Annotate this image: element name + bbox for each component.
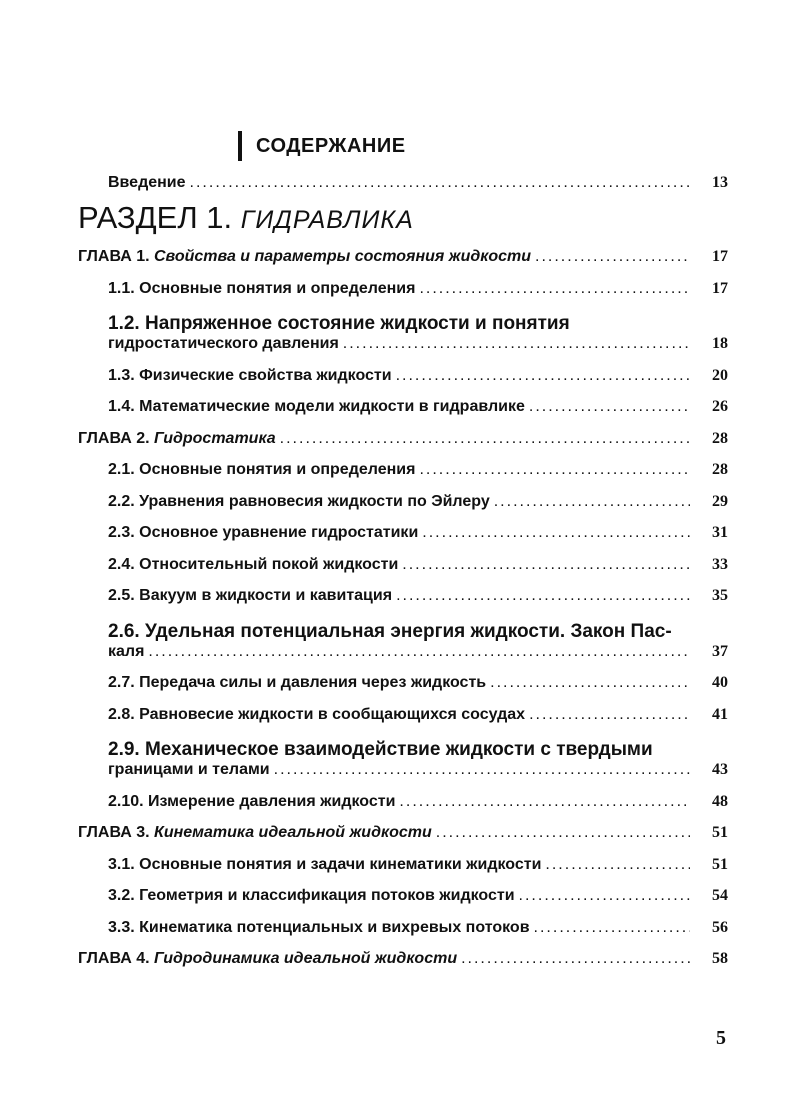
toc-page-number: 29: [712, 492, 728, 510]
toc-leader-dots: [545, 856, 690, 874]
toc-item[interactable]: [108, 367, 728, 391]
toc-item[interactable]: [108, 674, 728, 698]
toc-item-title: 1.4. Математические модели жидкости в гидравлике: [108, 398, 525, 415]
toc-leader-dots: [461, 950, 690, 968]
toc-intro-label: Введение: [108, 174, 186, 191]
toc-chapter[interactable]: [78, 248, 728, 272]
toc-chapter-prefix: ГЛАВА 2.: [78, 429, 154, 447]
toc-item-title: границами и телами: [108, 761, 270, 778]
toc-item[interactable]: [108, 493, 728, 517]
toc-page-number: 35: [712, 587, 728, 604]
toc-page-number: 33: [712, 555, 728, 573]
toc-chapter[interactable]: [78, 950, 728, 974]
section-name: ГИДРАВЛИКА: [240, 206, 414, 234]
toc-leader-dots: [396, 367, 690, 385]
toc-chapter-title: Гидродинамика идеальной жидкости: [154, 950, 458, 967]
toc-leader-dots: [519, 887, 690, 905]
toc-page-number: 26: [712, 398, 728, 415]
toc-item[interactable]: [108, 706, 728, 730]
toc-page-number: 20: [712, 366, 728, 384]
toc-intro-page: 13: [712, 174, 728, 191]
toc-leader-dots: [148, 643, 690, 661]
toc-leader-dots: [436, 824, 690, 842]
toc-page-number: 18: [712, 335, 728, 352]
toc-item-title: 2.10. Измерение давления жидкости: [108, 792, 396, 810]
toc-item[interactable]: [108, 793, 728, 817]
toc-item-title: 1.3. Физические свойства жидкости: [108, 366, 392, 384]
toc-item-title: 2.7. Передача силы и давления через жидкость: [108, 674, 487, 691]
toc-page-number: 28: [712, 429, 728, 447]
toc-page-number: 48: [712, 792, 728, 810]
toc-item-title: 1.1. Основные понятия и определения: [108, 279, 416, 297]
toc-leader-dots: [529, 398, 690, 416]
toc-chapter-text: [78, 950, 457, 968]
toc-leader-dots: [274, 761, 690, 779]
toc-item-title: 3.3. Кинематика потенциальных и вихревых потоков: [108, 918, 530, 936]
toc-item[interactable]: [108, 461, 728, 485]
section-heading: [78, 200, 414, 236]
toc-item[interactable]: [108, 761, 728, 785]
toc-item[interactable]: [108, 398, 728, 422]
toc-leader-dots: [535, 248, 690, 266]
toc-item[interactable]: [108, 556, 728, 580]
toc-page-number: 28: [712, 461, 728, 478]
toc-page-number: 37: [712, 642, 728, 660]
toc-leader-dots: [419, 280, 690, 298]
toc-chapter-text: [78, 824, 432, 842]
toc-leader-dots: [396, 587, 690, 605]
toc-chapter[interactable]: [78, 824, 728, 848]
toc-item-line1: 2.9. Механическое взаимодействие жидкости с твердыми: [108, 739, 653, 760]
toc-leader-dots: [419, 461, 690, 479]
toc-chapter[interactable]: [78, 430, 728, 454]
toc-page-number: 31: [712, 524, 728, 541]
toc-item[interactable]: [108, 919, 728, 943]
toc-leader-dots: [494, 493, 690, 511]
toc-leader-dots: [343, 335, 690, 353]
toc-leader-dots: [529, 706, 690, 724]
toc-chapter-text: [78, 430, 276, 448]
toc-leader-dots: [402, 556, 690, 574]
toc-leader-dots: [490, 674, 690, 692]
toc-chapter-prefix: ГЛАВА 3.: [78, 824, 154, 841]
toc-item[interactable]: [108, 524, 728, 548]
toc-intro[interactable]: [108, 174, 728, 198]
toc-item-title: 2.2. Уравнения равновесия жидкости по Эйлеру: [108, 492, 490, 510]
toc-page-number: 56: [712, 918, 728, 936]
toc-item-title: 2.5. Вакуум в жидкости и кавитация: [108, 587, 393, 604]
title-text: СОДЕРЖАНИЕ: [256, 134, 406, 157]
page-number: 5: [716, 1027, 726, 1049]
toc-chapter-prefix: ГЛАВА 4.: [78, 950, 154, 967]
toc-chapter-title: Свойства и параметры состояния жидкости: [154, 248, 532, 265]
toc-item-title: 2.8. Равновесие жидкости в сообщающихся сосудах: [108, 705, 526, 723]
toc-leader-dots: [422, 524, 690, 542]
toc-item-title: 3.1. Основные понятия и задачи кинематики жидкости: [108, 855, 542, 873]
page-title: [238, 130, 406, 162]
toc-item-title: 2.3. Основное уравнение гидростатики: [108, 524, 419, 541]
title-marker-bar: [238, 131, 242, 161]
toc-item-title: 2.4. Относительный покой жидкости: [108, 555, 399, 573]
toc-item[interactable]: [108, 335, 728, 359]
toc-page-number: 51: [712, 855, 728, 873]
toc-chapter-prefix: ГЛАВА 1.: [78, 248, 154, 265]
toc-page-number: 41: [712, 705, 728, 723]
toc-page-number: 54: [712, 887, 728, 904]
toc-leader-dots: [280, 430, 690, 448]
toc-leader-dots: [534, 919, 690, 937]
toc-item-title: 3.2. Геометрия и классификация потоков жидкости: [108, 887, 515, 904]
toc-item-line1: 1.2. Напряженное состояние жидкости и понятия: [108, 313, 570, 334]
toc-chapter-title: Кинематика идеальной жидкости: [154, 824, 432, 841]
section-prefix: РАЗДЕЛ 1.: [78, 200, 233, 235]
toc-item[interactable]: [108, 280, 728, 304]
toc-chapter-text: [78, 248, 531, 266]
toc-page-number: 17: [712, 279, 728, 297]
toc-page-number: 43: [712, 761, 728, 778]
toc-chapter-title: Гидростатика: [154, 429, 276, 447]
toc-page-number: 40: [712, 674, 728, 691]
toc-item-title: 2.1. Основные понятия и определения: [108, 461, 416, 478]
toc-item-line1: 2.6. Удельная потенциальная энергия жидкости. Закон Пас-: [108, 620, 672, 642]
toc-item[interactable]: [108, 887, 728, 911]
toc-leader-dots: [399, 793, 690, 811]
toc-item[interactable]: [108, 587, 728, 611]
toc-item-title: каля: [108, 642, 145, 660]
toc-page-number: 17: [712, 248, 728, 265]
toc-page-number: 51: [712, 824, 728, 841]
toc-item-title: гидростатического давления: [108, 335, 339, 352]
toc-leader-dots: [190, 174, 690, 192]
toc-item[interactable]: [108, 856, 728, 880]
toc-item[interactable]: [108, 643, 728, 667]
toc-page-number: 58: [712, 950, 728, 967]
